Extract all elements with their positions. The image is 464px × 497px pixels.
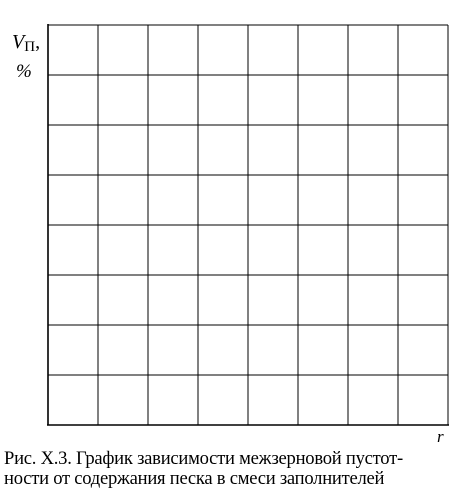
y-axis-label-subscript: П bbox=[24, 39, 36, 55]
grid-lines bbox=[48, 25, 448, 425]
y-axis-label bbox=[12, 31, 40, 55]
caption-line-2: ности от содержания песка в смеси заполнителей bbox=[4, 468, 385, 489]
y-axis-label-separator: , bbox=[35, 31, 41, 53]
y-axis-label-symbol: V bbox=[12, 31, 25, 53]
x-axis-label: r bbox=[437, 427, 444, 446]
figure-caption bbox=[4, 449, 462, 489]
caption-line-1: Рис. X.3. График зависимости межзерновой пустот- bbox=[4, 448, 403, 469]
y-axis-unit: % bbox=[16, 61, 32, 82]
